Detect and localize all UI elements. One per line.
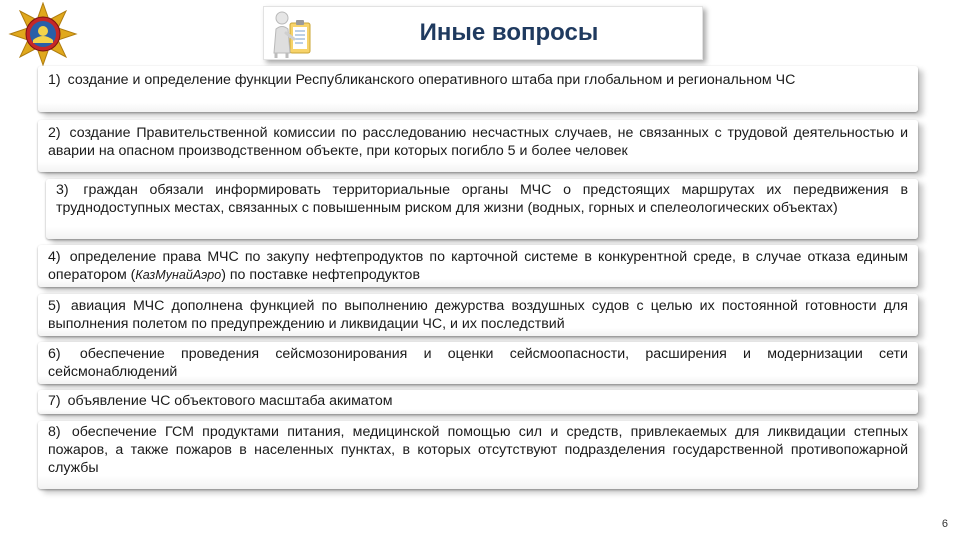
list-item xyxy=(38,294,918,336)
item-number: 8) xyxy=(48,424,61,440)
item-text: объявление ЧС объектового масштаба акиматом xyxy=(67,393,393,409)
item-text: определение права МЧС по закупу нефтепродуктов по карточной системе в конкурентной среде, в случае отказа единым оператором ( xyxy=(48,249,908,283)
item-number: 3) xyxy=(56,182,69,198)
list-item xyxy=(38,342,918,384)
list-item xyxy=(38,66,918,112)
list-item xyxy=(38,421,918,489)
page-number: 6 xyxy=(941,518,948,530)
item-number: 4) xyxy=(48,249,61,265)
list-item xyxy=(46,179,918,239)
item-number: 7) xyxy=(48,393,61,409)
item-text: обеспечение ГСМ продуктами питания, медицинской помощью сил и средств, привлекаемых для ликвидации степных пожаров, а также пожаров в населенных пунктах, в которых отсутствуют подразделения государственной противопожарной службы xyxy=(48,424,908,476)
list-item xyxy=(38,120,918,172)
item-text: авиация МЧС дополнена функцией по выполнению дежурства воздушных судов с целью их постоянной готовности для выполнения полетом по предупреждению и ликвидации ЧС, и их последствий xyxy=(48,298,908,332)
item-text: создание и определение функции Республиканского оперативного штаба при глобальном и региональном ЧС xyxy=(67,72,796,88)
item-text: ) по поставке нефтепродуктов xyxy=(221,267,420,283)
item-number: 5) xyxy=(48,298,61,314)
item-text-italic: КазМунайАэро xyxy=(135,268,222,282)
item-number: 2) xyxy=(48,125,61,141)
item-text: граждан обязали информировать территориальные органы МЧС о предстоящих маршрутах их передвижения в труднодоступных местах, связанных с повышенным риском для жизни (водных, горных и спелеологических объектах) xyxy=(56,182,908,216)
page-title: Иные вопросы xyxy=(419,19,599,46)
list-item xyxy=(38,390,918,414)
list-item xyxy=(38,245,918,287)
item-text: создание Правительственной комиссии по расследованию несчастных случаев, не связанных с трудовой деятельностью и аварии на опасном производственном объекте, при которых погибло 5 и более человек xyxy=(48,125,908,159)
item-number: 6) xyxy=(48,346,61,362)
item-number: 1) xyxy=(48,72,61,88)
item-text: обеспечение проведения сейсмозонирования и оценки сейсмоопасности, расширения и модернизации сети сейсмонаблюдений xyxy=(48,346,908,380)
